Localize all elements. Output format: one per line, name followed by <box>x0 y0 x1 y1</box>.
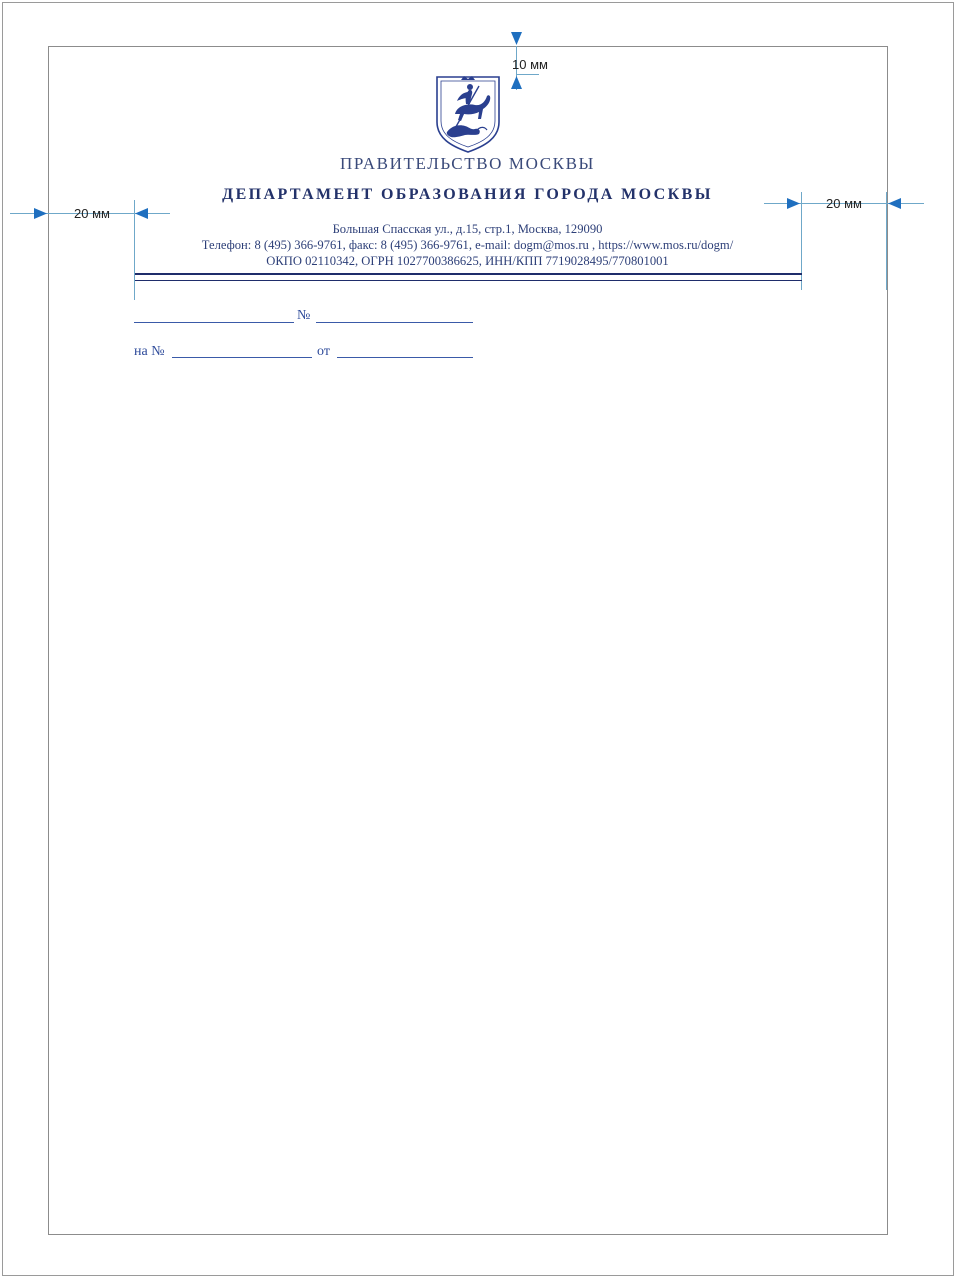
header-rule-thick <box>135 273 802 275</box>
right-text-boundary <box>801 192 802 290</box>
right-sheet-boundary-mark <box>886 192 887 290</box>
left-margin-arrow-left-icon <box>135 207 149 220</box>
outgoing-date-field[interactable] <box>134 322 294 323</box>
department-title: ДЕПАРТАМЕНТ ОБРАЗОВАНИЯ ГОРОДА МОСКВЫ <box>222 186 713 203</box>
address-line: Большая Спасская ул., д.15, стр.1, Москва, 129090 <box>332 222 603 236</box>
outgoing-number-field[interactable] <box>316 322 473 323</box>
contacts-line: Телефон: 8 (495) 366-9761, факс: 8 (495) 366-9761, e-mail: dogm@mos.ru , https://www.mos.ru/dogm/ <box>201 238 734 252</box>
from-word: от <box>317 344 330 359</box>
moscow-coat-of-arms-icon <box>433 74 503 154</box>
top-margin-label: 10 мм <box>512 57 548 72</box>
header-rule-thin <box>135 280 802 281</box>
reply-prefix: на № <box>134 344 165 359</box>
number-sign: № <box>297 308 311 323</box>
top-margin-arrow-down-icon <box>510 32 523 46</box>
right-margin-arrow-left-icon <box>888 197 902 210</box>
top-margin-arrow-up-icon <box>510 76 523 90</box>
right-margin-label: 20 мм <box>826 196 862 211</box>
reply-number-field[interactable] <box>172 357 312 358</box>
left-margin-label: 20 мм <box>74 206 110 221</box>
registry-line: ОКПО 02110342, ОГРН 1027700386625, ИНН/КПП 7719028495/770801001 <box>266 254 669 268</box>
right-margin-arrow-right-icon <box>787 197 801 210</box>
reply-date-field[interactable] <box>337 357 473 358</box>
top-margin-leader <box>517 74 539 75</box>
left-margin-arrow-right-icon <box>34 207 48 220</box>
government-title: ПРАВИТЕЛЬСТВО МОСКВЫ <box>340 154 595 173</box>
